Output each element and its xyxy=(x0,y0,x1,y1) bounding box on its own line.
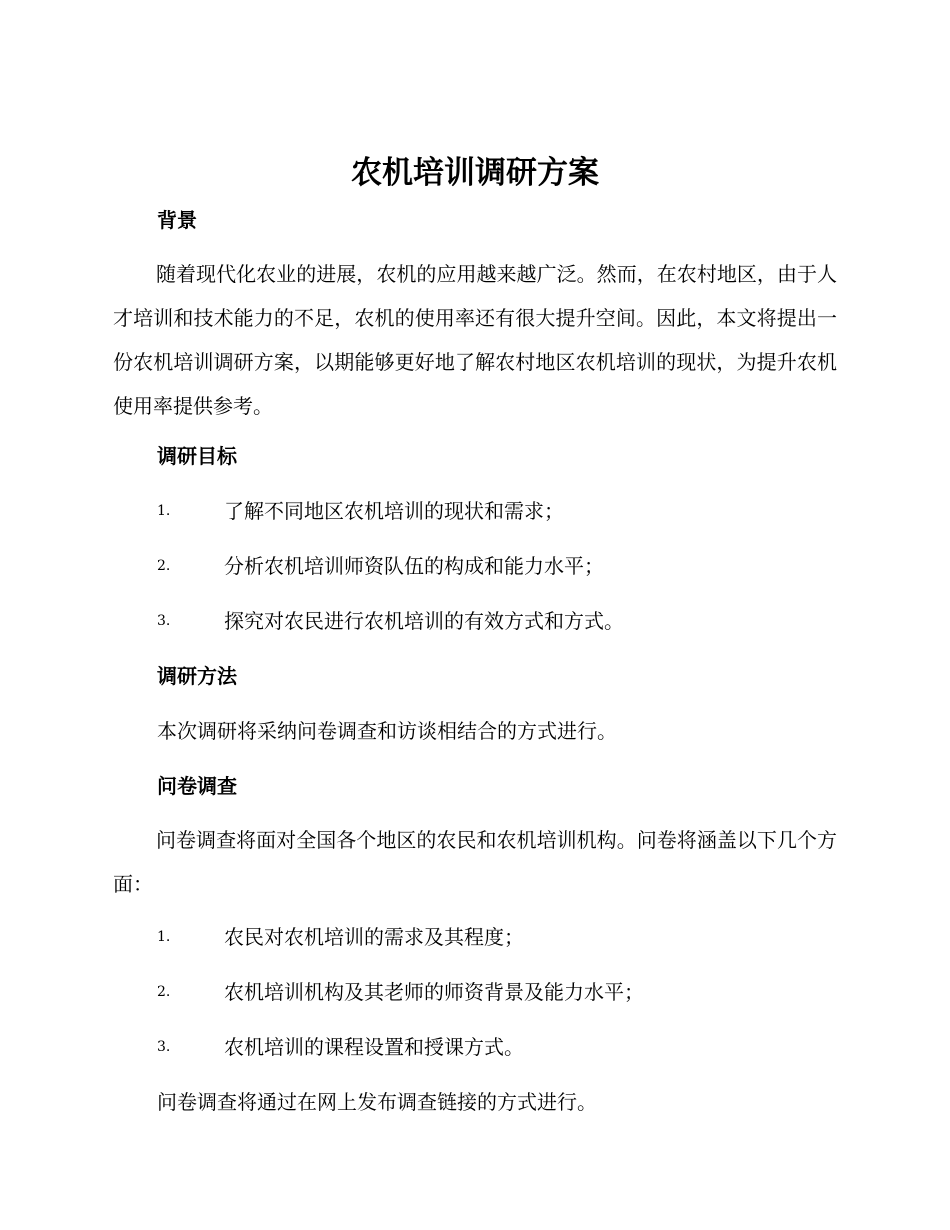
list-text: 分析农机培训师资队伍的构成和能力水平； xyxy=(224,554,604,578)
list-number: 3. xyxy=(157,1039,171,1055)
section-heading-questionnaire: 问卷调查 xyxy=(157,774,237,798)
questionnaire-closing-paragraph: 问卷调查将通过在网上发布调查链接的方式进行。 xyxy=(157,1090,597,1114)
section-heading-background: 背景 xyxy=(157,208,197,232)
background-paragraph: 随着现代化农业的进展，农机的应用越来越广泛。然而，在农村地区，由于人才培训和技术能力的不足，农机的使用率还有很大提升空间。因此，本文将提出一份农机培训调研方案，以期能够更好地了解农村地区农机培训的现状，为提升农机使用率提供参考。 xyxy=(113,262,837,418)
list-text: 探究对农民进行农机培训的有效方式和方式。 xyxy=(224,609,624,633)
section-heading-goals: 调研目标 xyxy=(157,444,237,468)
list-number: 2. xyxy=(157,984,171,1000)
list-number: 1. xyxy=(157,929,171,945)
list-text: 农机培训机构及其老师的师资背景及能力水平； xyxy=(224,980,644,1004)
questionnaire-intro-paragraph: 问卷调查将面对全国各个地区的农民和农机培训机构。问卷将涵盖以下几个方面： xyxy=(113,828,837,896)
list-text: 了解不同地区农机培训的现状和需求； xyxy=(224,499,564,523)
methods-paragraph: 本次调研将采纳问卷调查和访谈相结合的方式进行。 xyxy=(157,719,617,743)
list-number: 1. xyxy=(157,503,171,519)
list-text: 农民对农机培训的需求及其程度； xyxy=(224,925,524,949)
section-heading-methods: 调研方法 xyxy=(157,664,237,688)
list-number: 3. xyxy=(157,613,171,629)
goal-list-item xyxy=(157,551,857,581)
goal-list-item xyxy=(157,496,857,526)
questionnaire-list-item xyxy=(157,1032,857,1062)
document-title: 农机培训调研方案 xyxy=(351,155,599,191)
questionnaire-list-item xyxy=(157,977,857,1007)
list-number: 2. xyxy=(157,558,171,574)
questionnaire-list-item xyxy=(157,922,857,952)
goal-list-item xyxy=(157,606,857,636)
list-text: 农机培训的课程设置和授课方式。 xyxy=(224,1035,524,1059)
